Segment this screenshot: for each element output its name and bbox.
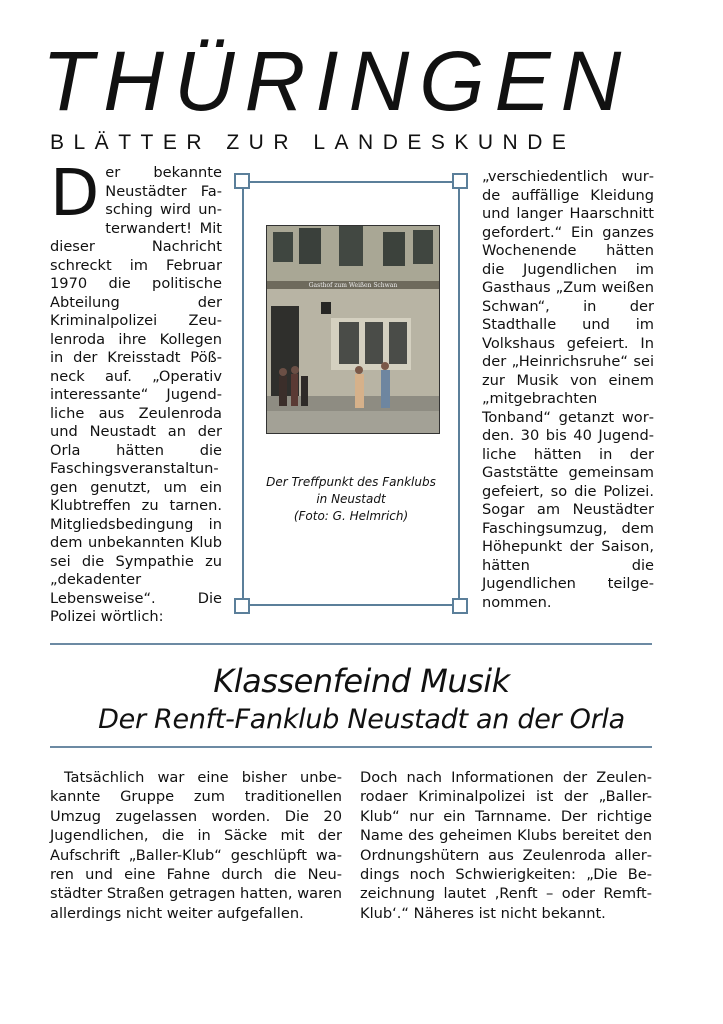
article-right-column <box>482 168 654 612</box>
bottom-right-column: Doch nach Informationen der Zeulenrodaer Kriminalpolizei ist der „Baller-Klub“ nur ein Tarnname. Der richtige Name des geheimen Klubs bereitet den Ordnungshütern aus Zeulenroda allerdings noch Schwierigkeiten: „Die Bezeichnung lautet ‚Renft – oder Remft-Klub‘.“ Näheres ist nicht bekannt. <box>360 769 652 922</box>
headline: Klassenfeind Musik <box>213 662 510 700</box>
rule-bottom <box>50 746 652 748</box>
article-left-column <box>50 157 222 627</box>
masthead-title: THÜRINGEN <box>42 34 632 128</box>
caption-credit: (Foto: G. Helmrich) <box>293 509 409 523</box>
subheadline: Der Renft-Fanklub Neustadt an der Orla <box>98 704 625 735</box>
frame-corner-top-left <box>234 173 250 189</box>
caption-line-1: Der Treffpunkt des Fanklubs <box>266 475 436 489</box>
frame-corner-bottom-right <box>452 598 468 614</box>
photo-caption <box>256 474 446 525</box>
photo-sign: Gasthof zum Weißen Schwan <box>308 282 398 289</box>
rule-top <box>50 643 652 645</box>
right-column-text: „verschiedentlich wurde auffällige Kleidung und langer Haarschnitt gefordert.“ Ein ganzes Wochenende hätten die Jugendlichen im Gasthaus „Zum weißen Schwan“, in der Stadthalle und im Volkshaus gefeiert. In der „Heinrichsruhe“ sei zur Musik von einem „mitgebrachten Tonband“ getanzt worden. 30 bis 40 Jugendliche hätten in der Gaststätte gemeinsam gefeiert, so die Polizei. Sogar am Neustädter Faschingsumzug, dem Höhepunkt der Saison, hätten die Jugendlichen teilgenommen. <box>482 168 654 611</box>
bottom-left-column: Tatsächlich war eine bisher unbekannte Gruppe zum traditionellen Umzug zugelassen worden. Die 20 Jugendlichen, die in Säcke mit der Aufschrift „Baller-Klub“ geschlüpft waren und eine Fahne durch die Neustädter Straßen getragen hatten, waren allerdings nicht weiter aufgefallen. <box>50 769 342 922</box>
masthead-subtitle: BLÄTTER ZUR LANDESKUNDE <box>50 131 576 154</box>
frame-corner-top-right <box>452 173 468 189</box>
left-column-text: er bekannte Neustädter Fasching wird unterwandert! Mit dieser Nachricht schreckt im Februar 1970 die politische Abteilung der Kriminalpolizei Zeulenroda ihre Kollegen in der Kreisstadt Pößneck auf. „Operativ interessante“ Jugendliche aus Zeulenroda und Neustadt an der Orla hätten die Faschingsveranstaltungen genutzt, um ein Klubtreffen zu tarnen. Mitgliedsbedingung in dem unbekannten Klub sei die Sympathie zu „dekadenter Lebensweise“. Die Polizei wörtlich: <box>50 164 222 625</box>
frame-corner-bottom-left <box>234 598 250 614</box>
caption-line-2: in Neustadt <box>316 492 386 506</box>
photo-gasthaus <box>266 225 440 434</box>
photo-image <box>267 226 439 433</box>
drop-cap: D <box>50 157 100 231</box>
